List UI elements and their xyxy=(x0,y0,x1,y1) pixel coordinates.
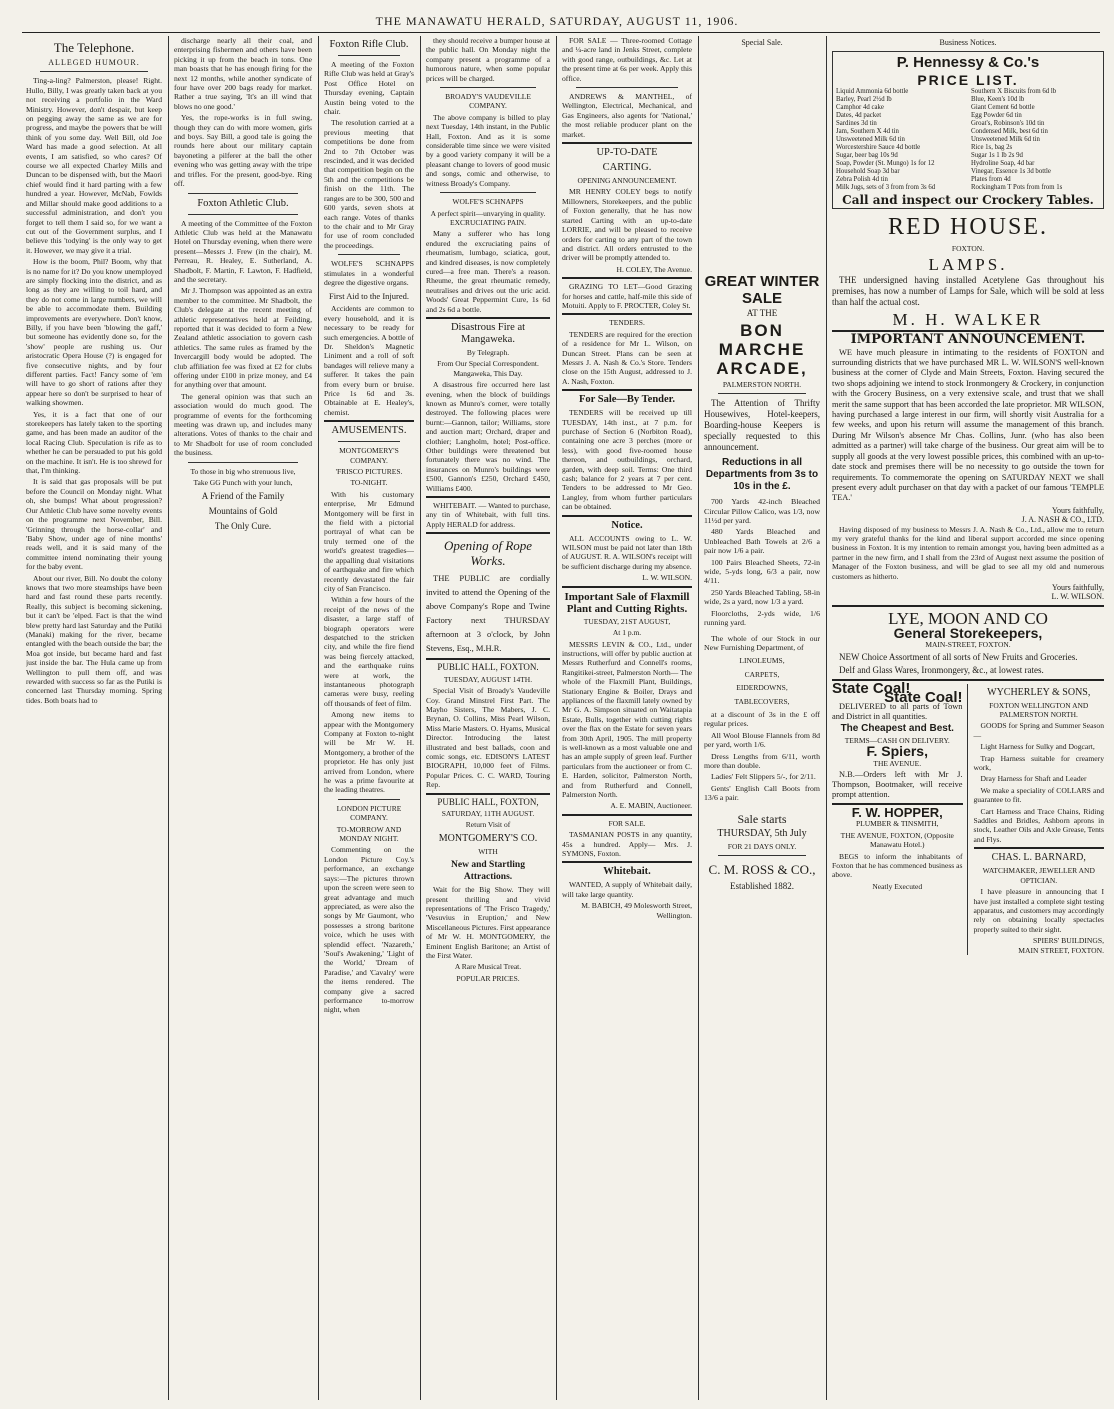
ad-text: PLUMBER & TINSMITH, xyxy=(855,819,939,829)
ad-text: Many a sufferer who has long endured the excruciating pains of rheumatism, lumbago, sciatica, gout, and kindred diseases, is now completely cured—a free man. There's a reason. Rheume, the great rheumatic remedy, neutralises and drives out the uric acid. Woods' Great Peppermint Cure, 1s 6d and 2s 6d a bottle. xyxy=(426,229,550,314)
price-list-item: Sugar 1s 1 lb 2s 9d xyxy=(971,152,1023,160)
divider xyxy=(718,855,806,856)
divider xyxy=(338,799,400,800)
divider xyxy=(718,393,806,394)
ad-text: BEGS to inform the inhabitants of Foxton that he has commenced business as above. xyxy=(832,851,963,880)
ad-heading: PUBLIC HALL, FOXTON. xyxy=(437,662,539,673)
ad-text: POPULAR PRICES. xyxy=(456,973,520,983)
ad-text: I have pleasure in announcing that I have just installed a complete sight testing apparatus, and customers may accordingly rely on obtaining locally spectacles properly suited to their sight. xyxy=(973,887,1104,934)
ad-heading: LAMPS. xyxy=(928,255,1008,275)
divider xyxy=(426,793,550,795)
ad-text: The Cheapest and Best. xyxy=(840,723,954,735)
divider xyxy=(188,214,298,215)
store-location: PALMERSTON NORTH. xyxy=(722,379,802,389)
ad-heading: Notice. xyxy=(611,519,643,531)
store-location: MAIN-STREET, FOXTON. xyxy=(925,640,1011,650)
article-paragraph: Within a few hours of the receipt of the news of the disaster, a large staff of biograph operators were despatched to the stricken city, and while the fire fiend was being fiercely attacked, and the earthquake ruins were at work, the instantaneous photograph cameras were busy, reeling off thousands of feet of film. xyxy=(324,595,414,708)
store-name: LYE, MOON AND CO xyxy=(888,608,1048,628)
ad-text: Neatly Executed xyxy=(872,881,923,891)
sale-item: LINOLEUMS, xyxy=(739,656,785,666)
sale-item: 700 Yards 42-inch Bleached Circular Pillow Calico, was 1/3, now 11½d per yard. xyxy=(704,497,820,526)
ad-heading: State Coal! xyxy=(832,679,911,697)
column-divider xyxy=(556,36,557,1400)
ad-heading: WYCHERLEY & SONS, xyxy=(987,686,1091,698)
sale-item: TABLECOVERS, xyxy=(734,696,790,706)
ad-text: GOODS for Spring and Summer Season— xyxy=(973,721,1104,740)
ad-text: FOR SALE — Three-roomed Cottage and ¼-acre land in Jenks Street, complete with good range, outbuildings, &c. Let at the present time at 6s per week. Apply this office. xyxy=(562,36,692,83)
column-rifle-amusements xyxy=(324,36,414,1398)
article-title: First Aid to the Injured. xyxy=(328,291,410,302)
article-title: The Telephone. xyxy=(53,40,135,55)
column-header: Special Sale. xyxy=(741,38,783,47)
divider xyxy=(562,277,692,279)
article-paragraph: A meeting of the Foxton Rifle Club was held at Gray's Post Office Hotel on Thursday evening, Captain Austin being voted to the chair. xyxy=(324,60,414,117)
ad-text: WANTED, A supply of Whitebait daily, will take large quantity. xyxy=(562,880,692,899)
price-list-item: Vinegar, Essence 1s 3d bottle xyxy=(971,168,1051,176)
price-list-item: Rice 1s, bag 2s xyxy=(971,144,1013,152)
store-name: RED HOUSE. xyxy=(887,213,1048,240)
divider xyxy=(562,313,692,315)
ad-signature: M. BABICH, 49 Molesworth Street, Wellington. xyxy=(581,901,692,920)
ad-text: WITH xyxy=(478,846,498,856)
ad-heading: PUBLIC HALL, FOXTON, xyxy=(437,796,539,807)
ad-text: ALL ACCOUNTS owing to L. W. WILSON must be paid not later than 18th of AUGUST. R. A. WILSON's receipt will be sufficient discharge during my absence. xyxy=(562,533,692,571)
ad-heading: F. W. HOPPER, xyxy=(851,805,943,821)
ad-signature: L. W. WILSON. xyxy=(1051,592,1104,602)
price-list-item: Dates, 4d packet xyxy=(836,112,882,120)
divider xyxy=(338,441,400,442)
column-classifieds xyxy=(562,36,692,1398)
ad-text: Wait for the Big Show. They will present thrilling and vivid representations of 'The Frisco Tragedy,' 'Vesuvius in Eruption,' and New Miscellaneous Pictures. First appearance of Mr W. H. MONTGOMERY, the Eminent English Baritone; an Artist of the First Water. xyxy=(426,885,550,961)
sale-text: FOR 21 DAYS ONLY. xyxy=(727,841,797,851)
divider xyxy=(562,515,692,517)
article-paragraph: Among new items to appear with the Montgomery Company at Foxton to-night will be Mr W. H. Montgomery, a brother of the proprietor. He has only just arrived from London, where he was a prime favourite at the leading theatres. xyxy=(324,710,414,795)
store-name: ARCADE, xyxy=(716,358,808,378)
ad-heading: New and Startling Attractions. xyxy=(451,860,525,883)
article-paragraph: discharge nearly all their coal, and enterprising fishermen and others have been picking it up from the beach in tons. One man boasts that he has enough firing for the next 12 months, while another syndicate of four have over 200 bags ready for market. Rather a true saying, 'It's an ill wind that blows no one good.' xyxy=(174,36,312,111)
ad-text: Yours faithfully, xyxy=(1051,505,1104,515)
store-name: MARCHE xyxy=(718,339,806,359)
ad-heading: TENDERS. xyxy=(609,318,645,328)
ad-text: We make a speciality of COLLARS and guarantee to fit. xyxy=(973,785,1104,805)
article-paragraph: Yes, it is a fact that one of our storekeepers has lately taken to the sporting game, and has been made an auditor of the local Racing Club. Speculation is rife as to whether he can be persuaded to put his gold on the machine. It isn't. He is too shrewd for that, I'm thinking. xyxy=(26,409,162,476)
ad-text: TENDERS will be received up till TUESDAY, 14th inst., at 7 p.m. for purchase of Section 6 (Norbiton Road), containing one acre 3 perches (more or less), with good five-roomed house thereon, and outbuildings, orchard, garden, with deep soil. Terms: One third cash; balance for 2 years at 7 per cent. Tenders to be addressed to Mr Geo. Langley, from whom further particulars can be obtained. xyxy=(562,408,692,512)
price-list-item: Soap, Powder (St. Mungo) 1s for 12 xyxy=(836,160,935,168)
article-paragraph: How is the boom, Phil? Boom, why that is no name for it? Do you know unemployed are simply flocking into the district, and as long as they are willing to toil hard, and they do not come in large numbers, we will be able to accommodate them. Building improvements are everywhere. Don't know, Billy, if you have been 'blowing the gaff,' but someone has evidently done so, for the 'show' people are rushing us. Our aristocratic Opera House (?) is engaged for five consecutive nights, and by four different parties. Fact! Fancy some of 'em will have to go short of rations after they appear here so don't be surprised to hear of walking showmen. xyxy=(26,257,162,408)
ad-text: SPIERS' BUILDINGS, xyxy=(1033,936,1104,946)
ad-line: To those in big who strenuous live, xyxy=(190,466,296,476)
ad-text: THE PUBLIC are cordially invited to attend the Opening of the above Company's Rope and Twine Factory next THURSDAY afternoon at 3 o'clock, by John Stevens, Esq., M.H.R. xyxy=(426,573,550,654)
sale-text: AT THE xyxy=(746,308,778,319)
price-list-item: Southern X Biscuits from 6d lb xyxy=(971,88,1057,96)
divider xyxy=(974,847,1105,849)
price-list-item: Unsweetened Milk 6d tin xyxy=(971,136,1040,144)
saddler-ad xyxy=(974,684,1105,955)
price-list-ad xyxy=(832,51,1104,208)
price-list-left xyxy=(836,88,965,192)
ad-signature: L. W. WILSON. xyxy=(642,573,692,583)
column-divider xyxy=(318,36,319,1400)
ad-date: TUESDAY, 21ST AUGUST, xyxy=(583,616,671,626)
sale-text: The whole of our Stock in our New Furnishing Department, of xyxy=(704,633,820,652)
store-location: FOXTON. xyxy=(951,243,985,253)
ad-text: N.B.—Orders left with Mr J. Thompson, Bootmaker, will receive prompt attention. xyxy=(832,770,963,800)
store-established: Established 1882. xyxy=(730,881,794,891)
sale-item: All Wool Blouse Flannels from 8d per yard, worth 1/6. xyxy=(704,730,820,750)
article-title: BROADY'S VAUDEVILLE COMPANY. xyxy=(445,92,531,111)
sale-item: Dress Lengths from 6/11, worth more than double. xyxy=(704,751,820,770)
ad-text: THE undersigned having installed Acetylene Gas throughout his premises, has now a number of Lamps for Sale, which will be sold at less than half the actual cost. xyxy=(832,275,1104,308)
ad-text: FOXTON WELLINGTON AND PALMERSTON NORTH. xyxy=(989,700,1089,719)
sale-heading: Reductions in all Departments from 3s to 10s in the £. xyxy=(705,457,819,493)
price-list-right xyxy=(971,88,1100,192)
masthead: THE MANAWATU HERALD, SATURDAY, AUGUST 11, 1906. xyxy=(375,14,739,28)
ad-heading: CHAS. L. BARNARD, xyxy=(991,852,1086,864)
article-paragraph: Mr J. Thompson was appointed as an extra member to the committee. Mr Shadbolt, the Club's delegate at the recent meeting of athletic representatives held at Feilding, reported that it was decided to form a New Zealand athletic association to govern cash athletics. The same rules as framed by the Invercargill body would be adopted. The club affiliation fee was fixed at £2 for clubs offering under £100 in prize money, and £4 for anything over that amount. xyxy=(174,286,312,390)
divider xyxy=(562,814,692,816)
ad-heading: FOR SALE. xyxy=(608,818,646,828)
ad-text: THE AVENUE. xyxy=(873,758,922,768)
divider xyxy=(188,193,298,194)
divider xyxy=(188,462,298,463)
ad-subheading: A perfect spirit—unvarying in quality. EXCRUCIATING PAIN. xyxy=(430,208,546,227)
ad-signature: M. H. WALKER xyxy=(892,310,1044,330)
spacer xyxy=(704,51,820,273)
ad-text: Special Visit of Broady's Vaudeville Coy. Grand Minstrel First Part. The Mayho Sisters, The Mabers, J. C. Brynan, O. Collins, Miss Pearl Wilson, Miss Marie Masters. O. Hyams, Musical Director. Introducing the latest illustrated and best ballads, coon and comic songs, etc. EDISON'S LATEST BIOGRAPH, 10,000 feet of Films. Popular Prices. C. C. WARD, Touring Rep. xyxy=(426,686,550,790)
column-divider xyxy=(826,36,827,1400)
ad-footer: Call and inspect our Crockery Tables. xyxy=(842,193,1094,208)
price-list-item: Milk Jugs, sets of 3 from from 3s 6d xyxy=(836,184,936,192)
ad-heading: MONTGOMERY'S CO. xyxy=(438,832,538,844)
ad-text: A Rare Musical Treat. xyxy=(454,962,522,972)
price-list-item: Plates from 4d xyxy=(971,176,1011,184)
column-business-notices xyxy=(832,36,1104,1398)
ad-heading: CARTING. xyxy=(602,162,652,174)
ad-heading: P. Hennessy & Co.'s xyxy=(896,54,1040,72)
price-list-item: Unsweetened Milk 6d tin xyxy=(836,136,905,144)
article-subtitle: LONDON PICTURE COMPANY. xyxy=(336,803,402,823)
store-name: C. M. ROSS & CO., xyxy=(708,862,816,877)
article-paragraph: A disastrous fire occurred here last evening, when the block of buildings known as Munro's corner, were totally destroyed. The following places were burnt:—Gannon, tailor; Williams, store and auction mart; Orchard, draper and clothier; Langholm, hotel; Post-office. Other buildings were threatened but fortunately there was no wind. The insurances on Munro's buildings were £500, Gannon's £250, Orchard £450, Williams £400. xyxy=(426,380,550,493)
divider xyxy=(562,142,692,144)
article-paragraph: Ting-a-ling? Palmerston, please! Right. Hullo, Billy, I was greatly taken back at you not receiving a portfolio in the Ward Ministry. However, don't despair, but keep on pegging away the same as we are for progress, and maybe the powers that be will think of you some day. Well Bill, old Joe Ward has made a good selection. At all events, I am satisfied, so who cares? Of course we all expected Charley Mills and Duncan to be dispensed with, but the Maori chief would find it hard parting with a few hundred a year. However, McNab, Fowlds and Millar should make good additions to a successful administration, and don't you forget to tell them I said so, for we want a cut out of the Government surplus, and I believe this 'todying' is the only way to get it. However, we may give it a trial. xyxy=(26,76,162,255)
divider xyxy=(562,586,692,588)
ad-date: SATURDAY, 11TH AUGUST. xyxy=(441,808,535,818)
ad-heading: Whitebait. xyxy=(603,866,651,878)
column-special-sale xyxy=(704,36,820,1398)
ad-text: THE AVENUE, FOXTON, (Opposite Manawatu Hotel.) xyxy=(840,830,954,850)
divider xyxy=(440,87,536,88)
ad-date: At 1 p.m. xyxy=(612,628,642,638)
store-subtitle: General Storekeepers, xyxy=(893,624,1043,641)
ad-heading: Opening of Rope Works. xyxy=(443,538,533,569)
price-list-item: Blue, Keen's 10d lb xyxy=(971,96,1025,104)
sale-item: 480 Yards Bleached and Unbleached Bath Towels at 2/6 a pair now 1/6 a pair. xyxy=(704,527,820,556)
sale-item: Ladies' Felt Slippers 5/-, for 2/11. xyxy=(711,772,816,782)
price-list-item: Zebra Polish 4d tin xyxy=(836,176,888,184)
ad-text: Light Harness for Sulky and Dogcart, xyxy=(980,742,1095,752)
price-list-item: Household Soap 3d bar xyxy=(836,168,900,176)
ad-text: WATCHMAKER, JEWELLER AND OPTICIAN. xyxy=(982,866,1095,885)
article-title: Disastrous Fire at Mangaweka. xyxy=(450,321,526,345)
sale-item: EIDERDOWNS, xyxy=(736,683,788,693)
divider xyxy=(440,192,536,193)
sale-text: The Attention of Thrifty Housewives, Hotel-keepers, Boarding-house Keepers is specially requested to this announcement. xyxy=(704,398,820,453)
divider xyxy=(338,55,400,56)
ad-text: MAIN STREET, FOXTON. xyxy=(1018,945,1104,955)
ad-text: MR HENRY COLEY begs to notify Millowners, Storekeepers, and the public of Foxton generally, that he has now started Carting with an up-to-date LORRIE, and will be pleased to receive orders for carting to any part of the town and district. All orders entrusted to the driver will be promptly attended to. xyxy=(562,187,692,263)
divider xyxy=(426,658,550,660)
divider xyxy=(426,496,550,498)
ad-text: Return Visit of xyxy=(465,820,511,830)
price-list-item: Rockingham T Pots from from 1s xyxy=(971,184,1063,192)
ad-text: DELIVERED to all parts of Town and District in all quantities. xyxy=(832,702,963,722)
ad-text: WE have much pleasure in intimating to the residents of FOXTON and surrounding districts that we have purchased MR L. W. WILSON'S well-known business at the corner of Clyde and Main Streets, Foxton. Having secured the two shops adjoining we intend to stock Ironmongery & Crockery, in conjunction with the Grocery Business, on a very extensive scale, and trust that we shall merit the same support that has been accorded the late proprietor. MR WILSON, having purchased a large interest in our firm, will shortly visit Australia for a few weeks, and upon his return will assume the management of this branch. During Mr Wilson's absence Mr Chas. Collins, Junr. (who has also been admitted as a partner) will take charge of the business. Our great aim will be to supply all goods at the very lowest possible prices, this combined with an up-to-date stock and premises there will be no necessity to go outside the town for requirements. To commemorate the opening on SATURDAY NEXT we shall present every adult purchaser on that day with a packet of our famous 'TEMPLE TEA.' xyxy=(832,347,1104,503)
article-paragraph: Commenting on the London Picture Coy.'s performance, an exchange says:—The pictures thrown upon the screen were seen to great advantage and much appreciated, as were also the songs by Mr Gaumont, who possesses a strong baritone voice, which he uses with splendid effect. 'Nazareth,' 'Soul's Awakening,' 'Light of the World,' 'Dream of Paradise,' and 'Cavalry' were the items rendered. The company give a sacred performance to-morrow night, when xyxy=(324,845,414,1015)
ad-text: ANDREWS & MANTHEL, of Wellington, Electrical, Mechanical, and Gas Engineers, also agents for 'National,' the most reliable producer plant on the market. xyxy=(562,92,692,139)
ad-line: Take GG Punch with your lunch, xyxy=(193,478,293,488)
price-list-item: Egg Powder 6d tin xyxy=(971,112,1022,120)
divider xyxy=(426,532,550,534)
section-title: AMUSEMENTS. xyxy=(331,425,407,437)
sale-date: THURSDAY, 5th July xyxy=(717,827,807,839)
column-divider xyxy=(420,36,421,1400)
masthead-rule xyxy=(22,32,1100,33)
divider xyxy=(562,389,692,391)
price-list-item: Liquid Ammonia 6d bottle xyxy=(836,88,909,96)
price-list-item: Worcestershire Sauce 4d bottle xyxy=(836,144,921,152)
article-paragraph: The general opinion was that such an association would do much good. The programme of events for the forthcoming meeting was drawn up, and includes many alterations. Votes of thanks to the chair and to Mr Shadbolt for use of room concluded the business. xyxy=(174,391,312,458)
price-list-item: Sardines 3d tin xyxy=(836,120,877,128)
ad-text: MESSRS LEVIN & CO., Ltd., under instructions, will offer by public auction at Messrs Rutherfurd and Connell's rooms, Rangitikei-street, Palmerston North— The whole of the Flaxmill Plant, Buildings, Stationary Engine & Boiler, Drays and appliances of the flaxmill lately owned by Mr G. A. Simpson situated on Waitatapia Estate, Bulls, together with cutting rights over the flax on the Estate for seven years from 30th April, 1905. The mill property is well-known as a most valuable one and has an ample supply of green leaf. Further particulars from the auctioneer or from C. E. Harden, solicitor, Palmerston North, and from Rutherfurd and Connell, Palmerston North. xyxy=(562,639,692,799)
article-paragraph: Accidents are common to every household, and it is necessary to be ready for such emergencies. A bottle of Dr. Sheldon's Magnetic Liniment and a roll of soft bandages will relieve many a sufferer. It takes the pain from every burn or bruise. Price 1s 6d and 3s. Obtainable at E. Healey's, chemist. xyxy=(324,304,414,417)
price-list-item: Condensed Milk, best 6d tin xyxy=(971,128,1048,136)
ad-signature: A. E. MABIN, Auctioneer. xyxy=(610,801,692,811)
coal-ad xyxy=(832,679,968,955)
article-paragraph: they should receive a bumper house at the public hall. On Monday night the company present a programme of a humorous nature, when some popular prices will be charged. xyxy=(426,36,550,83)
column-divider xyxy=(698,36,699,1400)
price-list-item: Barley, Pearl 2½d lb xyxy=(836,96,892,104)
article-paragraph: It is said that gas proposals will be put before the Council on Monday night. What oh, she bumps! What about progression? Our Athletic Club have some novelty events on the programme next November, Bill. 'Grinning through the horse-collar' and 'Baby Show, under age of nine months' reads well, and it is said many of the committee intend nominating their young for the baby event. xyxy=(26,477,162,572)
price-list-item: Camphor 4d cake xyxy=(836,104,884,112)
ad-text: Delf and Glass Wares, Ironmongery, &c., at lowest rates. xyxy=(839,664,1044,675)
article-paragraph: About our river, Bill. No doubt the colony knows that two more steamships have been hard and fast round these parts recently. Really, this subject is becoming sickening, but it can't be 'elped. Fact is that the wind blew pretty hard last Saturday and the Putiki (Manaki) making for the river, became entangled with the beach outside the bar; the Moa got inside, but became hard and fast just inside the bar. The Hula came up from Wellington to pull them off, and was rewarded with success so far as the Putiki is concerned last Thursday morning. Spring tides. Both boats had to xyxy=(26,573,162,705)
column-telephone xyxy=(26,36,162,1398)
price-list-item: Giant Cement 6d bottle xyxy=(971,104,1035,112)
ad-text: Having disposed of my business to Messrs J. A. Nash & Co., Ltd., allow me to return my very grateful thanks for the kind and liberal support accorded me since opening business in Foxton. It is my intention to remain amongst you, having been admitted as a partner in the new firm, and I shall from the 23rd of August next assume the position of Manager of the Foxton business, and will be glad to see all my old and numerous customers as hitherto. xyxy=(832,524,1104,581)
price-list-item: Groat's, Robinson's 10d tin xyxy=(971,120,1045,128)
ad-heading: UP-TO-DATE xyxy=(596,147,658,159)
ad-signature: F. Spiers, xyxy=(866,743,928,760)
price-list xyxy=(836,88,1100,192)
article-dateline: From Our Special Correspondent. Mangaweka, This Day. xyxy=(437,359,539,378)
article-paragraph: A meeting of the Committee of the Foxton Athletic Club was held at the Manawatu Hotel on Thursday evening, when there were present—Messrs J. Frew (in the chair), M. Perreau, R. Healey, E. Sutherland, A. Shadbolt, F. Martin, F. Lawton, F. Hadfield, and the secretary. xyxy=(174,218,312,284)
divider xyxy=(40,71,148,72)
ad-subheading: OPENING ANNOUNCEMENT. xyxy=(577,176,677,186)
price-list-item: Hydroline Soap, 4d bar xyxy=(971,160,1035,168)
ad-text: WHITEBAIT. — Wanted to purchase, any tin of Whitebait, with full tins. Apply HERALD for address. xyxy=(426,501,550,529)
ad-date: TUESDAY, AUGUST 14TH. xyxy=(443,674,533,684)
ad-heading: PRICE LIST. xyxy=(917,72,1019,89)
ad-text: TENDERS are required for the erection of a residence for Mr L. Wilson, on Duncan Street. Plans can be seen at Messrs J. A. Nash & Co.'s Store. Tenders close on the 15th August, addressed to J. A. Nash, Foxton. xyxy=(562,329,692,386)
article-subtitle: TO-NIGHT. xyxy=(350,478,388,488)
sale-item: Gents' English Call Boots from 13/6 a pair. xyxy=(704,783,820,803)
column-broady-fire xyxy=(426,36,550,1398)
price-list-item: Sugar, beer bag 10s 9d xyxy=(836,152,898,160)
ad-heading: The Only Cure. xyxy=(214,521,272,532)
divider xyxy=(576,87,678,88)
divider xyxy=(832,605,1104,607)
ad-text: GRAZING TO LET—Good Grazing for horses and cattle, half-mile this side of Motuiti. Apply to F. PROCTER, Coley St. xyxy=(562,282,692,310)
article-paragraph: The above company is billed to play next Tuesday, 14th instant, in the Public Hall, Foxton. And as it is some considerable time since we were visited by a good variety company it will be a pleasant change to lovers of good music and songs, comic and otherwise, to witness Broady's Company. xyxy=(426,112,550,188)
ad-heading: A Friend of the Family xyxy=(201,491,285,502)
ad-heading: IMPORTANT ANNOUNCEMENT. xyxy=(850,332,1086,348)
article-byline: By Telegraph. xyxy=(466,347,510,357)
ad-signature: H. COLEY, The Avenue. xyxy=(616,264,692,274)
sale-item: Floorcloths, 2-yds wide, 1/6 running yard. xyxy=(704,608,820,628)
ad-heading: Mountains of Gold xyxy=(208,506,278,517)
store-name: BON xyxy=(740,320,784,340)
divider xyxy=(324,420,414,422)
ad-text: Cart Harness and Trace Chains, Riding Saddles and Bridles, Ashborn aprons in stock, Leather Oils and Axle Grease, Tents and Flys. xyxy=(973,806,1104,844)
article-subtitle: MONTGOMERY'S COMPANY. xyxy=(339,446,399,465)
column-divider xyxy=(168,36,169,1400)
ad-text: Trap Harness suitable for creamery work, xyxy=(973,753,1104,773)
sale-item: CARPETS, xyxy=(744,669,780,679)
sale-item: 100 Pairs Bleached Sheets, 72-in wide, 5-yds long, 6/3 a pair, now 4/11. xyxy=(704,557,820,586)
column-athletic xyxy=(174,36,312,1398)
price-list-item: Jam, Southern X 4d tin xyxy=(836,128,899,136)
ad-text: Yours faithfully, xyxy=(1051,582,1104,592)
ad-heading: WOLFE'S SCHNAPPS xyxy=(452,197,524,207)
article-subtitle: 'FRISCO PICTURES. xyxy=(335,467,403,477)
divider xyxy=(338,254,400,255)
article-paragraph: With his customary enterprise, Mr Edmund Montgomery will be first in the field with a pictorial portrayal of what can be truly termed one of the world's greatest tragedies—the appalling dual visitations of earthquake and fire which recently devastated the fair city of San Francisco. xyxy=(324,489,414,593)
ad-text: TASMANIAN POSTS in any quantity, 45s a hundred. Apply— Mrs. J. SYMONS, Foxton. xyxy=(562,830,692,859)
column-header: Business Notices. xyxy=(939,38,997,47)
sale-heading: Sale starts xyxy=(737,811,787,826)
ad-heading: For Sale—By Tender. xyxy=(579,394,675,406)
article-paragraph: The resolution carried at a previous meeting that competitions be done from 2nd to 7th October was rescinded, and it was decided that competition begin on the 5th and the competitions be finish on the 11th. The ranges are to be 300, 500 and 600 yards, seven shots at each range. Votes of thanks to the chair and to Mr Gray for use of room concluded the proceedings. xyxy=(324,118,414,250)
article-subtitle: TO-MORROW AND MONDAY NIGHT. xyxy=(336,824,402,844)
ad-text: TERMS—CASH ON DELIVERY. xyxy=(844,735,950,745)
article-paragraph: Yes, the rope-works is in full swing, though they can do with more women, girls and boys. Say Bill, a good tale is going the rounds here about our military captain bayoneting a pilferer at the ball the other evening who was getting away with the tripe and trifles. For the present, good-bye. Ring off. xyxy=(174,113,312,189)
ad-text: Dray Harness for Shaft and Leader xyxy=(980,774,1087,784)
ad-text: NEW Choice Assortment of all sorts of New Fruits and Groceries. xyxy=(839,651,1078,662)
article-title: Foxton Rifle Club. xyxy=(329,39,409,50)
article-title: Foxton Athletic Club. xyxy=(197,197,289,209)
bottom-ads xyxy=(832,679,1104,955)
ad-heading: State Coal! xyxy=(884,689,963,706)
ad-signature: J. A. NASH & CO., LTD. xyxy=(1021,515,1104,525)
ad-text: WOLFE'S SCHNAPPS stimulates in a wonderful degree the digestive organs. xyxy=(324,259,414,287)
ad-heading: Important Sale of Flaxmill Plant and Cutting Rights. xyxy=(564,590,690,615)
sale-text: at a discount of 3s in the £ off regular prices. xyxy=(704,709,820,729)
sale-item: 250 Yards Bleached Tabling, 58-in wide, 2s a yard, now 1/3 a yard. xyxy=(704,587,820,607)
divider xyxy=(562,861,692,863)
article-subtitle: ALLEGED HUMOUR. xyxy=(48,58,140,67)
divider xyxy=(426,317,550,319)
sale-title: GREAT WINTER SALE xyxy=(704,273,820,308)
